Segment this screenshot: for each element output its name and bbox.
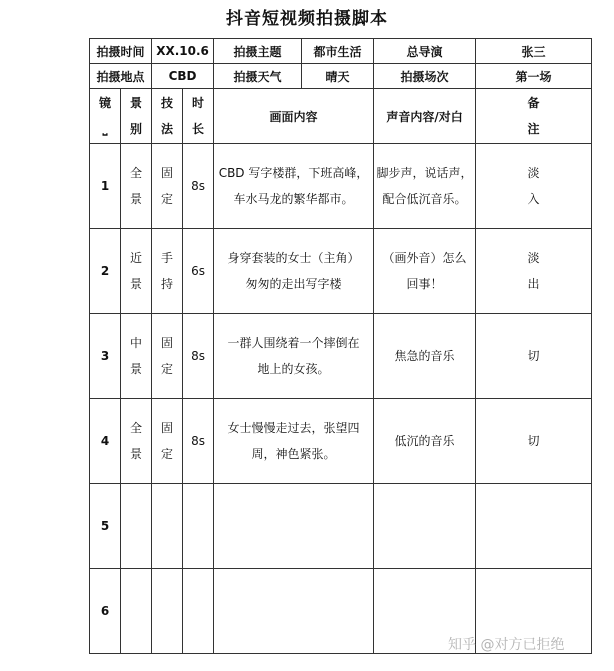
note-cell: 切 [476, 399, 592, 484]
scene-cell: 全 景 [121, 144, 152, 229]
header-shot: 镜 ⎵ [90, 89, 121, 144]
technique-cell: 手 持 [152, 229, 183, 314]
technique-cell: 固 定 [152, 144, 183, 229]
content-cell [214, 569, 374, 654]
technique-cell [152, 569, 183, 654]
script-table [89, 38, 592, 654]
header-technique: 技 法 [152, 89, 183, 144]
header-sound: 声音内容/对白 [374, 89, 476, 144]
watermark: 知乎 @对方已拒绝 [448, 637, 565, 653]
note-cell: 切 [476, 314, 592, 399]
shot-number: 1 [90, 144, 121, 229]
content-cell [214, 484, 374, 569]
director-value: 张三 [476, 39, 592, 64]
sound-cell: 低沉的音乐 [374, 399, 476, 484]
shoot-theme-value: 都市生活 [302, 39, 374, 64]
duration-cell: 8s [183, 314, 214, 399]
sound-cell: 脚步声，说话声， 配合低沉音乐。 [374, 144, 476, 229]
meta-row-1 [90, 39, 592, 64]
meta-row-2 [90, 64, 592, 89]
sound-cell: （画外音）怎么 回事！ [374, 229, 476, 314]
content-cell: 女士慢慢走过去，张望四 周，神色紧张。 [214, 399, 374, 484]
duration-cell: 8s [183, 399, 214, 484]
shoot-location-value: CBD [152, 64, 214, 89]
table-row [90, 144, 592, 229]
sound-cell: 焦急的音乐 [374, 314, 476, 399]
shot-number: 3 [90, 314, 121, 399]
sound-cell [374, 484, 476, 569]
table-row [90, 229, 592, 314]
content-cell: CBD 写字楼群，下班高峰， 车水马龙的繁华都市。 [214, 144, 374, 229]
shot-number: 5 [90, 484, 121, 569]
table-row [90, 399, 592, 484]
shoot-weather-label: 拍摄天气 [214, 64, 302, 89]
shoot-weather-value: 晴天 [302, 64, 374, 89]
header-content: 画面内容 [214, 89, 374, 144]
scene-cell [121, 484, 152, 569]
duration-cell: 6s [183, 229, 214, 314]
director-label: 总导演 [374, 39, 476, 64]
duration-cell [183, 484, 214, 569]
note-cell: 淡 入 [476, 144, 592, 229]
content-cell: 一群人围绕着一个摔倒在 地上的女孩。 [214, 314, 374, 399]
shot-number: 2 [90, 229, 121, 314]
header-note: 备 注 [476, 89, 592, 144]
duration-cell [183, 569, 214, 654]
table-row [90, 314, 592, 399]
shoot-time-value: XX.10.6 [152, 39, 214, 64]
scene-cell: 近 景 [121, 229, 152, 314]
header-duration: 时 长 [183, 89, 214, 144]
scene-cell: 中 景 [121, 314, 152, 399]
table-header [90, 89, 592, 144]
shot-number: 4 [90, 399, 121, 484]
shoot-time-label: 拍摄时间 [90, 39, 152, 64]
scene-cell: 全 景 [121, 399, 152, 484]
note-cell [476, 484, 592, 569]
shoot-session-label: 拍摄场次 [374, 64, 476, 89]
technique-cell: 固 定 [152, 399, 183, 484]
technique-cell: 固 定 [152, 314, 183, 399]
duration-cell: 8s [183, 144, 214, 229]
shoot-location-label: 拍摄地点 [90, 64, 152, 89]
document-title: 抖音短视频拍摄脚本 [226, 9, 388, 29]
shot-number: 6 [90, 569, 121, 654]
technique-cell [152, 484, 183, 569]
content-cell: 身穿套装的女士（主角） 匆匆的走出写字楼 [214, 229, 374, 314]
header-scene: 景 别 [121, 89, 152, 144]
scene-cell [121, 569, 152, 654]
note-cell: 淡 出 [476, 229, 592, 314]
shoot-session-value: 第一场 [476, 64, 592, 89]
shoot-theme-label: 拍摄主题 [214, 39, 302, 64]
table-row [90, 484, 592, 569]
